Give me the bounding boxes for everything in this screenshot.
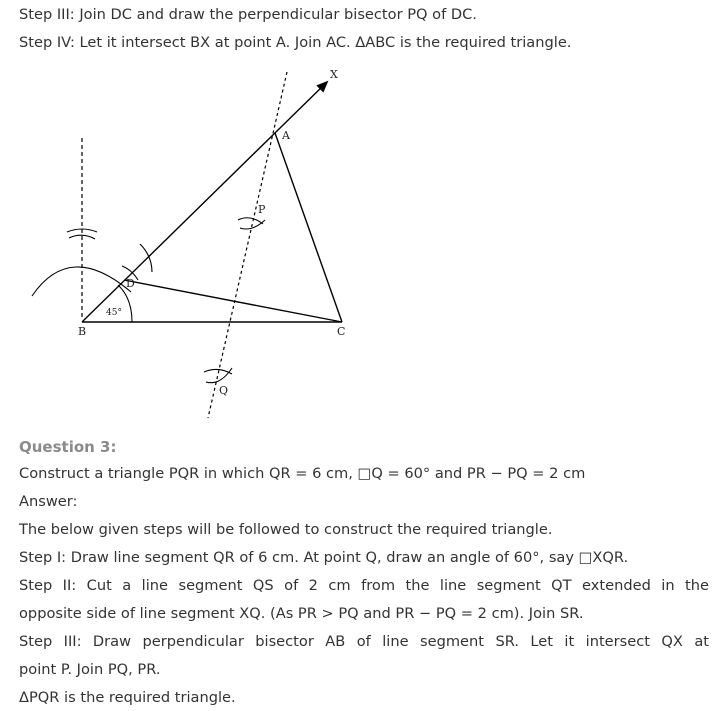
answer-intro: The below given steps will be followed to construct the required triangle. <box>19 521 553 538</box>
question-heading: Question 3: <box>19 438 117 456</box>
label-a: A <box>282 129 290 142</box>
perpendicular-bisector-pq <box>208 72 287 418</box>
label-d: D <box>126 277 135 290</box>
step-iv-text: Step IV: Let it intersect BX at point A. Join AC. ΔABC is the required triangle. <box>19 34 572 51</box>
step-iii-text: Step III: Join DC and draw the perpendicular bisector PQ of DC. <box>19 6 477 23</box>
arc-mark-p <box>238 218 263 224</box>
label-angle-45: 45° <box>106 308 122 318</box>
answer-step-ii-line1: Step II: Cut a line segment QS of 2 cm from the line segment QT extended in the <box>19 577 709 594</box>
answer-step-i: Step I: Draw line segment QR of 6 cm. At point Q, draw an angle of 60°, say □XQR. <box>19 549 629 566</box>
segment-dc <box>124 280 342 322</box>
label-p: P <box>258 203 266 216</box>
answer-conclusion: ΔPQR is the required triangle. <box>19 689 236 706</box>
answer-step-ii-line2: opposite side of line segment XQ. (As PR > PQ and PR − PQ = 2 cm). Join SR. <box>19 605 584 622</box>
label-x: X <box>330 68 338 81</box>
answer-step-iii-line1: Step III: Draw perpendicular bisector AB of line segment SR. Let it intersect QX at <box>19 633 709 650</box>
label-b: B <box>78 325 87 338</box>
answer-step-iii-line2: point P. Join PQ, PR. <box>19 661 161 678</box>
label-c: C <box>337 325 346 338</box>
construction-figure <box>0 60 380 430</box>
question-statement: Construct a triangle PQR in which QR = 6 cm, □Q = 60° and PR − PQ = 2 cm <box>19 465 586 482</box>
side-ac <box>275 133 342 322</box>
answer-label: Answer: <box>19 493 78 510</box>
arc-mark-bisector <box>140 244 152 272</box>
ray-bx <box>82 82 327 322</box>
label-q: Q <box>219 384 229 397</box>
